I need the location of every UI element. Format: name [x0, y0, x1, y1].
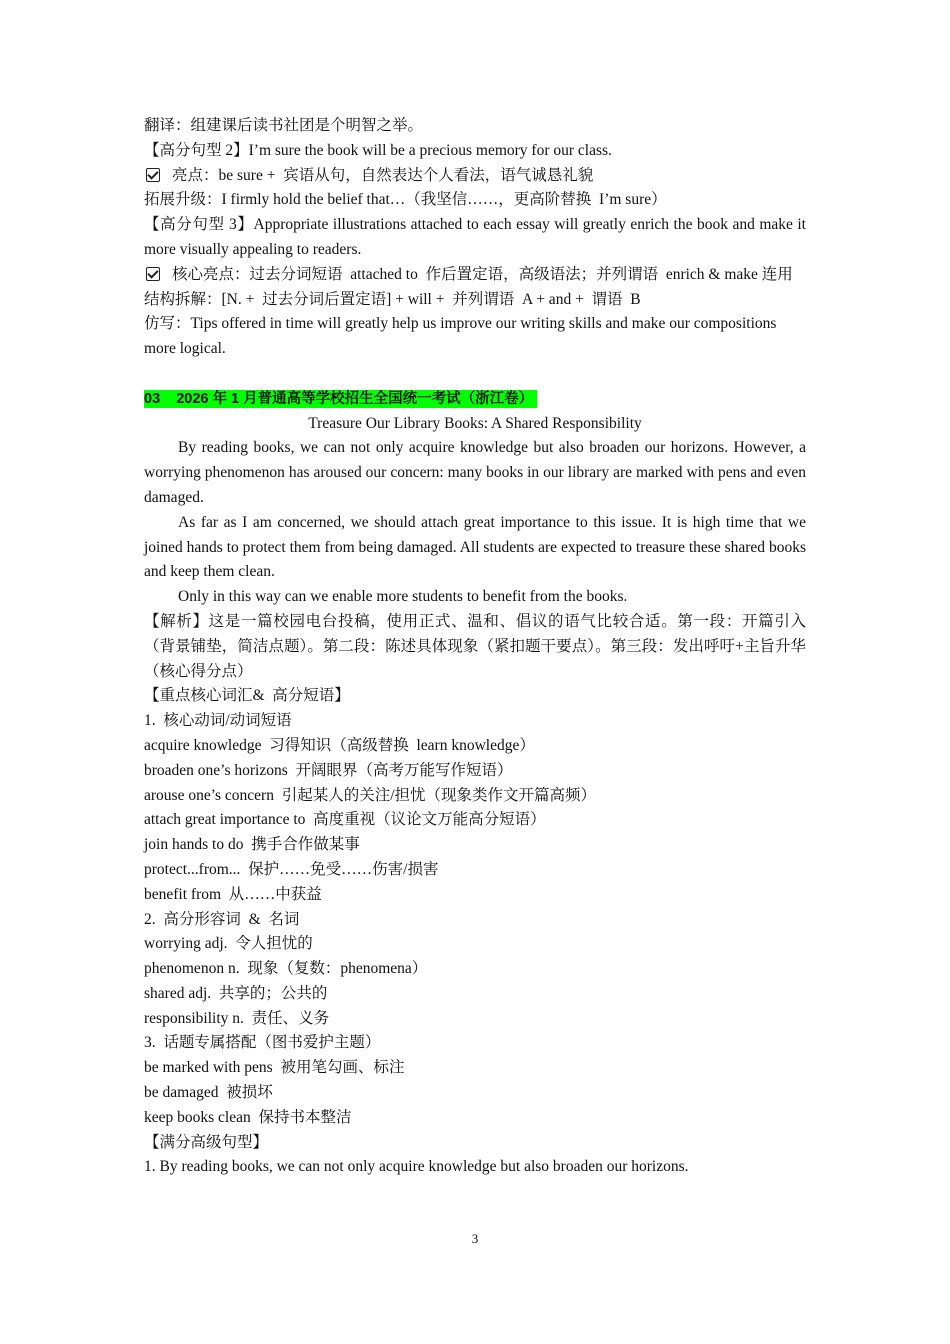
vocab-line: worrying adj. 令人担忧的 [144, 935, 313, 953]
analysis-paragraph: 【解析】这是一篇校园电台投稿，使用正式、温和、倡议的语气比较合适。第一段：开篇引入（背景铺垫，简洁点题）。第二段：陈述具体现象（紧扣题干要点）。第三段：发出呼吁+主旨升华（核心得分点） [144, 612, 806, 680]
highlight-point-2-text: 核心亮点：过去分词短语 attached to 作后置定语，高级语法；并列谓语 enrich & make 连用 [172, 265, 793, 283]
document-body [144, 114, 810, 1180]
vocab-line: be damaged 被损坏 [144, 1084, 273, 1102]
structure-breakdown: 结构拆解：[N. + 过去分词后置定语] + will + 并列谓语 A + and + 谓语 B [144, 290, 641, 308]
essay-paragraph: Only in this way can we enable more students to benefit from the books. [178, 588, 628, 606]
vocab-line: protect...from... 保护……免受……伤害/损害 [144, 860, 439, 878]
section-heading-highlight: 03 2026 年 1 月普通高等学校招生全国统一考试（浙江卷） [144, 390, 537, 408]
vocab-line: broaden one’s horizons 开阔眼界（高考万能写作短语） [144, 761, 513, 779]
vocab-line: 【重点核心词汇& 高分短语】 [144, 687, 350, 705]
page-number: 3 [471, 1231, 479, 1246]
vocab-line: attach great importance to 高度重视（议论文万能高分短语） [144, 811, 546, 829]
vocab-line: responsibility n. 责任、义务 [144, 1009, 330, 1027]
high-score-sentence-2: 【高分句型 2】I’m sure the book will be a precious memory for our class. [144, 141, 612, 159]
highlight-point-2 [144, 263, 806, 288]
vocab-line: benefit from 从……中获益 [144, 885, 322, 903]
highlight-point-1 [144, 164, 806, 189]
vocab-line: arouse one’s concern 引起某人的关注/担忧（现象类作文开篇高频） [144, 786, 597, 804]
vocab-line: 1. 核心动词/动词短语 [144, 712, 292, 730]
vocab-line: keep books clean 保持书本整洁 [144, 1108, 352, 1126]
essay-title: Treasure Our Library Books: A Shared Responsibility [308, 414, 642, 432]
translation-line: 翻译：组建课后读书社团是个明智之举。 [144, 117, 424, 134]
essay-paragraph: As far as I am concerned, we should attach great importance to this issue. It is high time that we joined hands to protect them from being damaged. All students are expected to treasure these shared books and keep them clean. [144, 513, 810, 581]
imitation-sentence: 仿写：Tips offered in time will greatly help us improve our writing skills and make our compositions more logical. [144, 315, 781, 358]
checkbox-icon [146, 267, 160, 281]
expand-upgrade-line: 拓展升级：I firmly hold the belief that…（我坚信……，更高阶替换 I’m sure） [144, 191, 667, 209]
high-score-sentence-3: 【高分句型 3】Appropriate illustrations attached to each essay will greatly enrich the book and make it more visually appealing to readers. [144, 216, 810, 258]
vocab-line: 【满分高级句型】 [144, 1133, 269, 1151]
checkbox-icon [146, 168, 160, 182]
vocab-line: 2. 高分形容词 & 名词 [144, 910, 300, 928]
vocab-line: 3. 话题专属搭配（图书爱护主题） [144, 1034, 381, 1052]
vocab-line: join hands to do 携手合作做某事 [144, 836, 360, 854]
essay-paragraph: By reading books, we can not only acquire knowledge but also broaden our horizons. However, a worrying phenomenon has aroused our concern: many books in our library are marked with pens and even damaged. [144, 439, 810, 506]
vocab-line: 1. By reading books, we can not only acquire knowledge but also broaden our horizons. [144, 1158, 689, 1176]
vocab-line: be marked with pens 被用笔勾画、标注 [144, 1059, 405, 1077]
highlight-point-1-text: 亮点：be sure + 宾语从句，自然表达个人看法，语气诚恳礼貌 [172, 166, 594, 184]
vocab-line: phenomenon n. 现象（复数：phenomena） [144, 960, 428, 978]
section-heading [144, 387, 806, 412]
vocab-line: shared adj. 共享的；公共的 [144, 984, 328, 1002]
vocab-line: acquire knowledge 习得知识（高级替换 learn knowledge） [144, 736, 535, 754]
